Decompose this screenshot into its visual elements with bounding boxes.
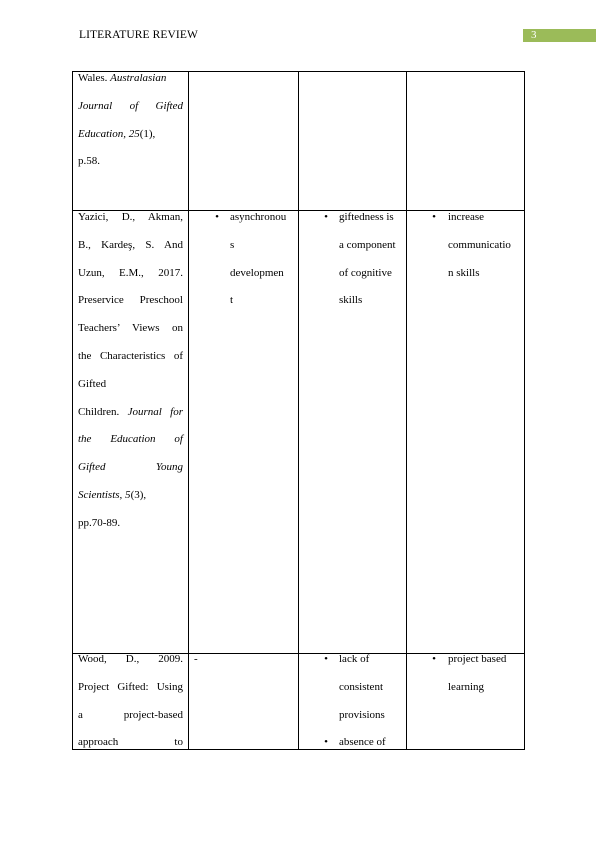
bullet-dot: • <box>324 653 328 665</box>
bullet-text: increase communicatio n skills <box>448 211 511 279</box>
reference-line: Uzun, E.M., 2017. <box>78 266 183 279</box>
reference-line: Gifted Young <box>78 461 183 474</box>
reference-cell <box>78 646 183 757</box>
reference-line: a project-based <box>78 708 183 721</box>
reference-line: Education, 25(1), <box>78 127 156 140</box>
reference-line: Wales. Australasian <box>78 72 167 84</box>
empty-marker: - <box>194 653 198 665</box>
bullet-dot: • <box>324 211 328 223</box>
reference-line: Preservice Preschool <box>78 294 183 307</box>
bullet-item <box>430 204 522 294</box>
reference-line: Gifted <box>78 377 107 390</box>
bullet-dot: • <box>432 211 436 223</box>
reference-line: p.58. <box>78 155 100 168</box>
bullet-item <box>213 204 295 324</box>
bullet-dot: • <box>324 736 328 748</box>
bullet-item <box>322 204 404 324</box>
bullet-item <box>322 729 404 749</box>
bullet-text: lack of consistent provisions <box>339 653 385 721</box>
bullet-text: project based learning <box>448 653 507 693</box>
reference-line: Teachers’ Views on <box>78 322 183 335</box>
reference-line: Scientists, 5(3), <box>78 488 147 501</box>
reference-line: the Characteristics of <box>78 349 183 362</box>
column-divider <box>298 71 299 750</box>
reference-line: the Education of <box>78 433 183 446</box>
running-header-title: LITERATURE REVIEW <box>79 29 198 41</box>
reference-cell <box>78 204 183 538</box>
reference-line: approach to <box>78 736 183 749</box>
reference-line: Children. Journal for <box>78 405 183 418</box>
bullet-item <box>322 646 404 736</box>
table-border-right <box>524 71 525 750</box>
bullet-dot: • <box>432 653 436 665</box>
bullet-text: asynchronou s developmen t <box>230 211 287 307</box>
bullet-dot: • <box>215 211 219 223</box>
reference-line: Yazici, D., Akman, <box>78 211 183 223</box>
reference-line: B., Kardeş, S. And <box>78 238 183 251</box>
column-divider <box>72 71 73 750</box>
reference-line: Journal of Gifted <box>78 99 183 112</box>
page-number-badge: 3 <box>523 29 596 42</box>
column-divider <box>406 71 407 750</box>
reference-line: Wood, D., 2009. <box>78 653 183 665</box>
bullet-text: absence of <box>339 736 386 748</box>
bullet-text: giftedness is a component of cognitive skills <box>339 211 396 307</box>
column-divider <box>188 71 189 750</box>
reference-line: Project Gifted: Using <box>78 680 183 693</box>
bullet-item <box>430 646 522 706</box>
reference-cell <box>78 65 183 176</box>
reference-line: pp.70-89. <box>78 516 121 529</box>
